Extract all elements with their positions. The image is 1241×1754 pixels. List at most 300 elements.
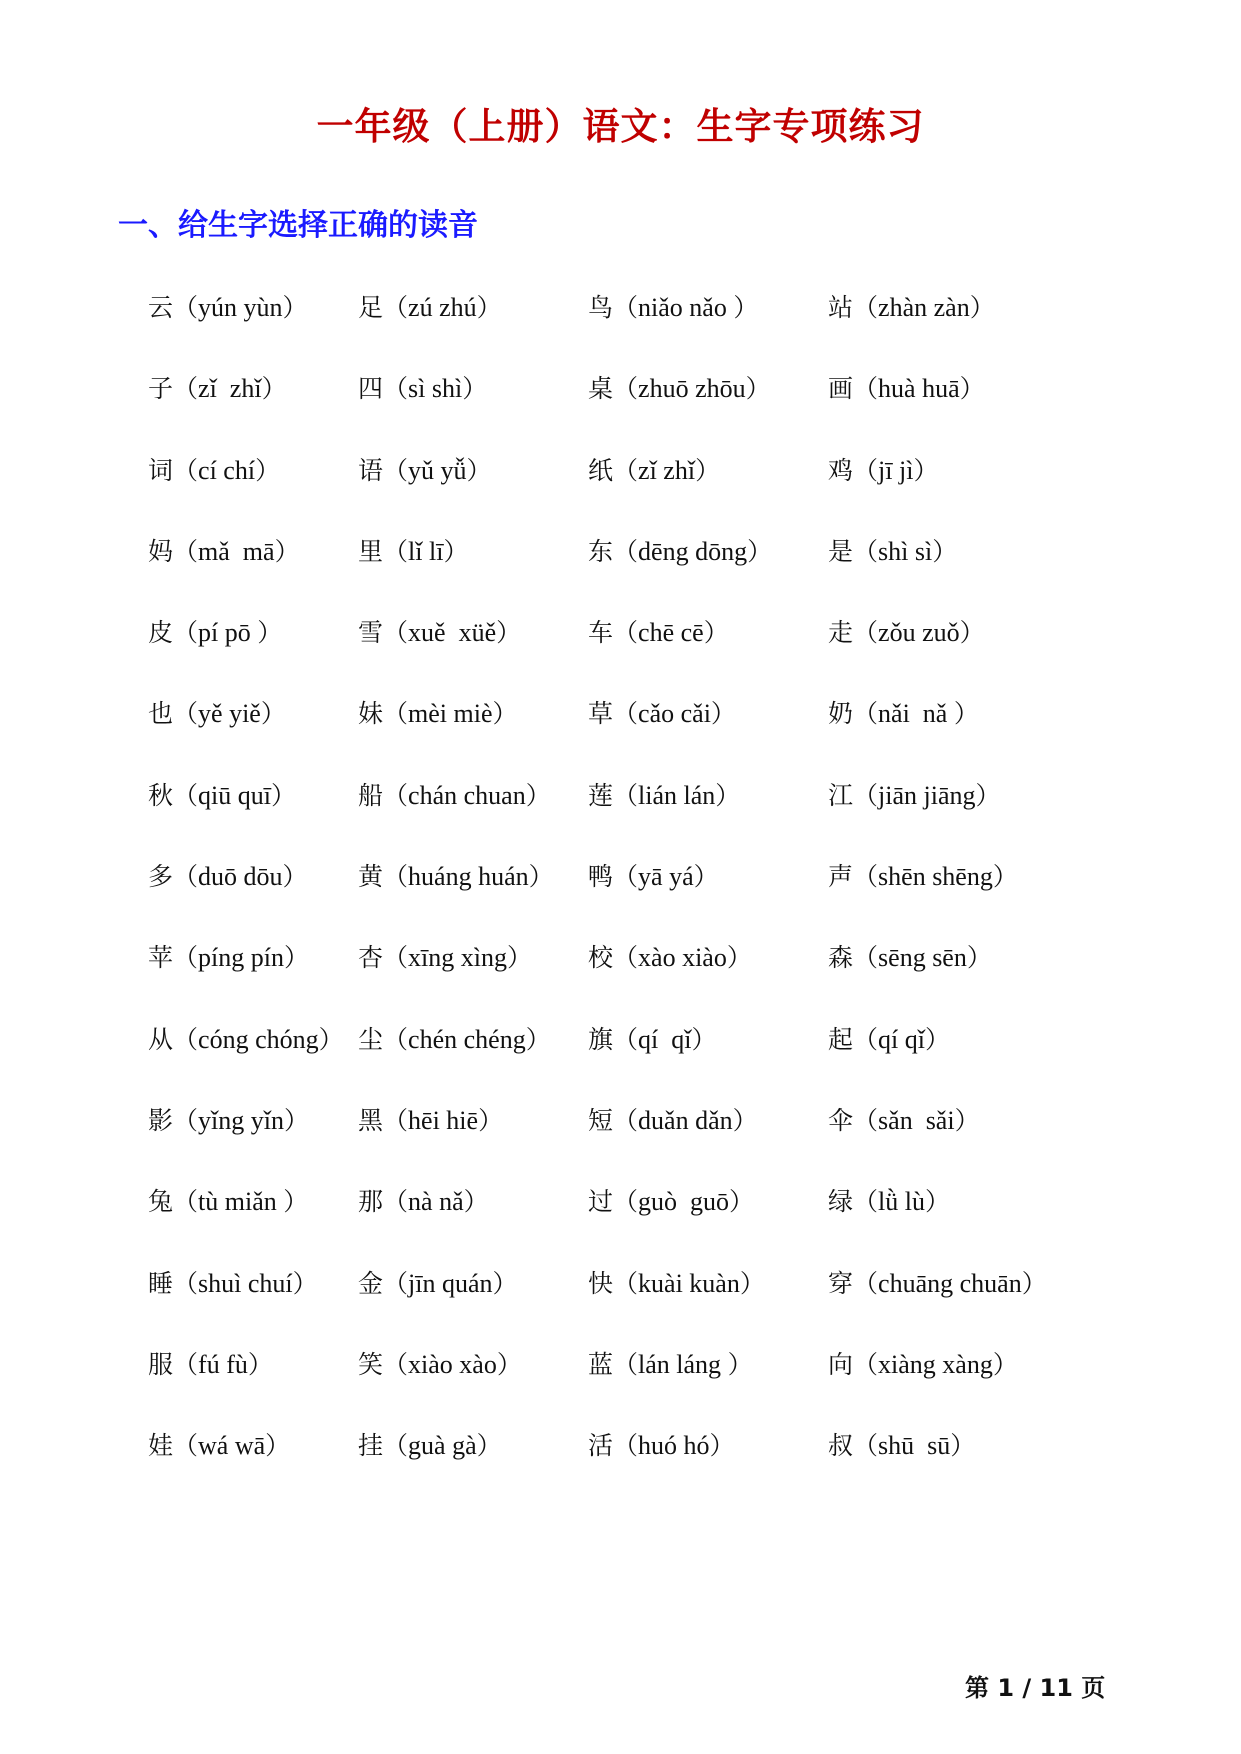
pinyin-options[interactable]: shēn shēng	[878, 862, 993, 892]
pinyin-options[interactable]: wá wā	[198, 1431, 266, 1461]
pinyin-options[interactable]: lǜ lù	[878, 1187, 925, 1217]
open-paren: （	[173, 455, 199, 485]
close-paren: ）	[462, 374, 488, 404]
hanzi-character: 妈	[148, 536, 174, 566]
open-paren: （	[613, 536, 639, 566]
hanzi-character: 多	[148, 862, 174, 892]
exercise-item	[148, 696, 286, 732]
hanzi-character: 森	[828, 943, 854, 973]
hanzi-character: 声	[828, 862, 854, 892]
hanzi-character: 雪	[358, 618, 384, 648]
pinyin-options[interactable]: huáng huán	[408, 862, 529, 892]
pinyin-options[interactable]: xiào xào	[408, 1349, 497, 1379]
pinyin-options[interactable]: mǎ mā	[198, 536, 275, 566]
pinyin-options[interactable]: mèi miè	[408, 699, 493, 729]
hanzi-character: 苹	[148, 943, 174, 973]
hanzi-character: 从	[148, 1024, 174, 1054]
close-paren: ）	[1021, 1268, 1047, 1298]
hanzi-character: 校	[588, 943, 614, 973]
open-paren: （	[383, 1105, 409, 1135]
exercise-row	[148, 1103, 1108, 1184]
close-paren: ）	[959, 618, 985, 648]
hanzi-character: 黄	[358, 862, 384, 892]
hanzi-character: 江	[828, 780, 854, 810]
close-paren: ）	[270, 780, 296, 810]
open-paren: （	[613, 943, 639, 973]
exercise-item	[148, 859, 308, 895]
open-paren: （	[853, 1268, 879, 1298]
exercise-item	[588, 534, 772, 570]
close-paren: ）	[966, 943, 992, 973]
open-paren: （	[383, 1024, 409, 1054]
pinyin-options[interactable]: duǎn dǎn	[638, 1105, 733, 1135]
exercise-item	[828, 1022, 950, 1058]
exercise-item	[828, 940, 992, 976]
close-paren: ）	[506, 943, 532, 973]
pinyin-options[interactable]: huà huā	[878, 374, 960, 404]
open-paren: （	[613, 1431, 639, 1461]
exercise-item	[358, 859, 554, 895]
hanzi-character: 黑	[358, 1105, 384, 1135]
close-paren: ）	[732, 1105, 758, 1135]
exercise-item	[588, 940, 752, 976]
hanzi-character: 里	[358, 536, 384, 566]
hanzi-character: 子	[148, 374, 174, 404]
close-paren: ）	[954, 1105, 980, 1135]
pinyin-options[interactable]: lǐ lī	[408, 536, 444, 566]
open-paren: （	[853, 1024, 879, 1054]
close-paren: ）	[260, 699, 286, 729]
close-paren: ）	[478, 1105, 504, 1135]
open-paren: （	[173, 943, 199, 973]
close-paren: ）	[257, 618, 283, 648]
exercise-item	[148, 1347, 273, 1383]
open-paren: （	[853, 1187, 879, 1217]
open-paren: （	[613, 1105, 639, 1135]
hanzi-character: 服	[148, 1349, 174, 1379]
close-paren: ）	[318, 1024, 344, 1054]
pinyin-options[interactable]: shū sū	[878, 1431, 951, 1461]
open-paren: （	[613, 1187, 639, 1217]
close-paren: ）	[283, 1187, 309, 1217]
hanzi-character: 鸟	[588, 293, 614, 322]
hanzi-character: 杏	[358, 943, 384, 973]
exercise-item	[358, 1103, 503, 1139]
open-paren: （	[613, 862, 639, 892]
close-paren: ）	[476, 1431, 502, 1461]
hanzi-character: 船	[358, 780, 384, 810]
open-paren: （	[383, 862, 409, 892]
open-paren: （	[173, 618, 199, 648]
exercise-item	[358, 1428, 502, 1464]
pinyin-options[interactable]: jī jì	[878, 455, 914, 485]
exercise-item	[358, 1266, 518, 1302]
hanzi-character: 是	[828, 536, 854, 566]
hanzi-character: 四	[358, 374, 384, 404]
exercise-item	[148, 1266, 318, 1302]
hanzi-character: 穿	[828, 1268, 854, 1298]
pinyin-options[interactable]: shuì chuí	[198, 1268, 293, 1298]
close-paren: ）	[255, 455, 281, 485]
exercise-row	[148, 1266, 1108, 1347]
hanzi-character: 绿	[828, 1187, 854, 1217]
pinyin-options[interactable]: shì sì	[878, 536, 933, 566]
exercise-item	[358, 290, 502, 326]
exercise-item	[588, 778, 740, 814]
hanzi-character: 草	[588, 699, 614, 729]
open-paren: （	[853, 536, 879, 566]
open-paren: （	[853, 1431, 879, 1461]
exercise-item	[588, 859, 719, 895]
pinyin-options[interactable]: cóng chóng	[198, 1024, 319, 1054]
pinyin-options[interactable]: chuāng chuān	[878, 1268, 1022, 1298]
pinyin-options[interactable]: yǔ yǚ	[408, 455, 467, 485]
open-paren: （	[853, 618, 879, 648]
close-paren: ）	[726, 943, 752, 973]
close-paren: ）	[715, 780, 741, 810]
close-paren: ）	[969, 293, 995, 322]
open-paren: （	[613, 780, 639, 810]
exercise-row	[148, 940, 1108, 1021]
hanzi-character: 秋	[148, 780, 174, 810]
hanzi-character: 旗	[588, 1024, 614, 1054]
exercise-item	[358, 453, 492, 489]
pinyin-options[interactable]: zǐ zhǐ	[198, 374, 262, 404]
pinyin-options[interactable]: chē cē	[638, 618, 704, 648]
exercise-item	[358, 1022, 551, 1058]
pinyin-options[interactable]: yǐng yǐn	[198, 1105, 284, 1135]
open-paren: （	[853, 1105, 879, 1135]
exercise-item	[828, 859, 1018, 895]
open-paren: （	[383, 1187, 409, 1217]
open-paren: （	[383, 943, 409, 973]
open-paren: （	[383, 618, 409, 648]
open-paren: （	[613, 455, 639, 485]
exercise-item	[358, 371, 487, 407]
open-paren: （	[613, 1024, 639, 1054]
close-paren: ）	[476, 293, 502, 322]
hanzi-character: 金	[358, 1268, 384, 1298]
close-paren: ）	[992, 862, 1018, 892]
close-paren: ）	[733, 293, 759, 322]
pinyin-options[interactable]: nǎi nǎ	[878, 699, 954, 729]
pinyin-options[interactable]: nà nǎ	[408, 1187, 464, 1217]
exercise-row	[148, 453, 1108, 534]
hanzi-character: 桌	[588, 374, 614, 404]
open-paren: （	[613, 1349, 639, 1379]
pinyin-exercise-grid	[148, 290, 1108, 1509]
open-paren: （	[173, 1268, 199, 1298]
pinyin-options[interactable]: duō dōu	[198, 862, 283, 892]
open-paren: （	[173, 1431, 199, 1461]
open-paren: （	[173, 699, 199, 729]
hanzi-character: 向	[828, 1349, 854, 1379]
exercise-item	[828, 534, 957, 570]
hanzi-character: 足	[358, 293, 384, 322]
hanzi-character: 奶	[828, 699, 854, 729]
hanzi-character: 尘	[358, 1024, 384, 1054]
exercise-item	[588, 1347, 753, 1383]
pinyin-options[interactable]: yā yá	[638, 862, 694, 892]
close-paren: ）	[727, 1349, 753, 1379]
open-paren: （	[383, 455, 409, 485]
close-paren: ）	[443, 536, 469, 566]
close-paren: ）	[274, 536, 300, 566]
pinyin-options[interactable]: qiū quī	[198, 780, 271, 810]
hanzi-character: 叔	[828, 1431, 854, 1461]
close-paren: ）	[739, 1268, 765, 1298]
pinyin-options[interactable]: kuài kuàn	[638, 1268, 740, 1298]
pinyin-options[interactable]: lián lán	[638, 780, 716, 810]
hanzi-character: 词	[148, 455, 174, 485]
pinyin-options[interactable]: sì shì	[408, 374, 463, 404]
close-paren: ）	[283, 1105, 309, 1135]
close-paren: ）	[924, 1187, 950, 1217]
hanzi-character: 莲	[588, 780, 614, 810]
exercise-item	[148, 1428, 290, 1464]
open-paren: （	[613, 699, 639, 729]
exercise-item	[358, 1184, 489, 1220]
close-paren: ）	[745, 374, 771, 404]
pinyin-options[interactable]: píng pín	[198, 943, 284, 973]
pinyin-options[interactable]: xīng xìng	[408, 943, 507, 973]
pinyin-options[interactable]: jīn quán	[408, 1268, 493, 1298]
hanzi-character: 皮	[148, 618, 174, 648]
page-number: 第 1 / 11 页	[965, 1674, 1106, 1702]
hanzi-character: 过	[588, 1187, 614, 1217]
close-paren: ）	[282, 293, 308, 322]
hanzi-character: 车	[588, 618, 614, 648]
close-paren: ）	[283, 943, 309, 973]
pinyin-options[interactable]: dēng dōng	[638, 536, 748, 566]
pinyin-options[interactable]: huó hó	[638, 1431, 710, 1461]
close-paren: ）	[703, 618, 729, 648]
exercise-item	[828, 453, 938, 489]
open-paren: （	[853, 862, 879, 892]
exercise-row	[148, 534, 1108, 615]
exercise-item	[588, 696, 736, 732]
exercise-item	[828, 1428, 975, 1464]
open-paren: （	[383, 1431, 409, 1461]
exercise-row	[148, 1184, 1108, 1265]
hanzi-character: 那	[358, 1187, 384, 1217]
exercise-item	[148, 778, 296, 814]
hanzi-character: 画	[828, 374, 854, 404]
pinyin-options[interactable]: qí qǐ	[878, 1024, 925, 1054]
open-paren: （	[613, 618, 639, 648]
hanzi-character: 站	[828, 293, 854, 322]
open-paren: （	[173, 293, 199, 322]
open-paren: （	[613, 293, 639, 322]
close-paren: ）	[691, 1024, 717, 1054]
close-paren: ）	[265, 1431, 291, 1461]
open-paren: （	[613, 374, 639, 404]
hanzi-character: 伞	[828, 1105, 854, 1135]
close-paren: ）	[747, 536, 773, 566]
close-paren: ）	[292, 1268, 318, 1298]
close-paren: ）	[953, 699, 979, 729]
open-paren: （	[853, 293, 879, 322]
exercise-item	[828, 1347, 1018, 1383]
exercise-row	[148, 1428, 1108, 1509]
open-paren: （	[173, 1187, 199, 1217]
pinyin-options[interactable]: zǒu zuǒ	[878, 618, 960, 648]
open-paren: （	[853, 943, 879, 973]
hanzi-character: 鸡	[828, 455, 854, 485]
close-paren: ）	[496, 1349, 522, 1379]
exercise-item	[358, 615, 521, 651]
open-paren: （	[173, 1024, 199, 1054]
hanzi-character: 挂	[358, 1431, 384, 1461]
hanzi-character: 走	[828, 618, 854, 648]
close-paren: ）	[710, 699, 736, 729]
exercise-item	[148, 453, 280, 489]
pinyin-options[interactable]: sǎn sǎi	[878, 1105, 955, 1135]
hanzi-character: 兔	[148, 1187, 174, 1217]
exercise-item	[358, 696, 518, 732]
open-paren: （	[383, 780, 409, 810]
close-paren: ）	[282, 862, 308, 892]
hanzi-character: 蓝	[588, 1349, 614, 1379]
pinyin-options[interactable]: tù miǎn	[198, 1187, 284, 1217]
page-title: 一年级（上册）语文：生字专项练习	[316, 105, 925, 148]
exercise-item	[148, 534, 300, 570]
open-paren: （	[173, 780, 199, 810]
hanzi-character: 也	[148, 699, 174, 729]
close-paren: ）	[492, 1268, 518, 1298]
close-paren: ）	[463, 1187, 489, 1217]
pinyin-options[interactable]: zú zhú	[408, 293, 477, 322]
close-paren: ）	[729, 1187, 755, 1217]
open-paren: （	[173, 1349, 199, 1379]
pinyin-options[interactable]: chén chéng	[408, 1024, 526, 1054]
close-paren: ）	[959, 374, 985, 404]
pinyin-options[interactable]: zǐ zhǐ	[638, 455, 696, 485]
hanzi-character: 快	[588, 1268, 614, 1298]
open-paren: （	[853, 455, 879, 485]
pinyin-options[interactable]: zhàn zàn	[878, 293, 970, 322]
close-paren: ）	[913, 455, 939, 485]
hanzi-character: 语	[358, 455, 384, 485]
hanzi-character: 影	[148, 1105, 174, 1135]
close-paren: ）	[992, 1349, 1018, 1379]
exercise-item	[358, 1347, 522, 1383]
pinyin-options[interactable]: chán chuan	[408, 780, 526, 810]
exercise-row	[148, 371, 1108, 452]
exercise-item	[588, 290, 758, 326]
open-paren: （	[853, 780, 879, 810]
close-paren: ）	[709, 1431, 735, 1461]
open-paren: （	[383, 1268, 409, 1298]
exercise-item	[148, 940, 309, 976]
exercise-item	[828, 1103, 980, 1139]
pinyin-options[interactable]: jiān jiāng	[878, 780, 976, 810]
exercise-item	[588, 453, 720, 489]
pinyin-options[interactable]: cǎo cǎi	[638, 699, 711, 729]
close-paren: ）	[525, 1024, 551, 1054]
exercise-row	[148, 1022, 1108, 1103]
close-paren: ）	[693, 862, 719, 892]
pinyin-options[interactable]: guò guō	[638, 1187, 730, 1217]
close-paren: ）	[695, 455, 721, 485]
hanzi-character: 东	[588, 536, 614, 566]
pinyin-options[interactable]: xiàng xàng	[878, 1349, 993, 1379]
exercise-item	[588, 371, 771, 407]
open-paren: （	[853, 699, 879, 729]
open-paren: （	[173, 374, 199, 404]
exercise-row	[148, 778, 1108, 859]
pinyin-options[interactable]: pí pō	[198, 618, 258, 648]
pinyin-options[interactable]: yún yùn	[198, 293, 283, 322]
pinyin-options[interactable]: guà gà	[408, 1431, 477, 1461]
pinyin-options[interactable]: hēi hiē	[408, 1105, 479, 1135]
exercise-item	[828, 290, 995, 326]
hanzi-character: 妹	[358, 699, 384, 729]
pinyin-options[interactable]: qí qǐ	[638, 1024, 692, 1054]
exercise-item	[358, 778, 551, 814]
pinyin-options[interactable]: yě yiě	[198, 699, 261, 729]
open-paren: （	[383, 374, 409, 404]
hanzi-character: 睡	[148, 1268, 174, 1298]
pinyin-options[interactable]: xuě xüě	[408, 618, 497, 648]
pinyin-options[interactable]: sēng sēn	[878, 943, 967, 973]
exercise-item	[148, 290, 308, 326]
exercise-item	[828, 371, 985, 407]
open-paren: （	[173, 536, 199, 566]
exercise-item	[828, 696, 979, 732]
exercise-item	[148, 1022, 344, 1058]
close-paren: ）	[466, 455, 492, 485]
hanzi-character: 云	[148, 293, 174, 322]
section-heading: 一、给生字选择正确的读音	[118, 208, 478, 243]
hanzi-character: 娃	[148, 1431, 174, 1461]
pinyin-options[interactable]: cí chí	[198, 455, 256, 485]
exercise-item	[588, 1103, 758, 1139]
exercise-row	[148, 615, 1108, 696]
close-paren: ）	[525, 780, 551, 810]
close-paren: ）	[528, 862, 554, 892]
pinyin-options[interactable]: niǎo nǎo	[638, 293, 734, 322]
exercise-item	[148, 371, 287, 407]
pinyin-options[interactable]: fú fù	[198, 1349, 248, 1379]
hanzi-character: 鸭	[588, 862, 614, 892]
close-paren: ）	[247, 1349, 273, 1379]
hanzi-character: 起	[828, 1024, 854, 1054]
exercise-row	[148, 1347, 1108, 1428]
exercise-item	[588, 1428, 735, 1464]
pinyin-options[interactable]: zhuō zhōu	[638, 374, 746, 404]
open-paren: （	[173, 1105, 199, 1135]
close-paren: ）	[924, 1024, 950, 1054]
close-paren: ）	[496, 618, 522, 648]
exercise-item	[588, 1184, 754, 1220]
open-paren: （	[383, 699, 409, 729]
close-paren: ）	[492, 699, 518, 729]
exercise-item	[828, 1266, 1047, 1302]
exercise-item	[148, 1184, 308, 1220]
exercise-row	[148, 290, 1108, 371]
exercise-item	[828, 778, 1001, 814]
open-paren: （	[383, 293, 409, 322]
pinyin-options[interactable]: lán láng	[638, 1349, 728, 1379]
hanzi-character: 纸	[588, 455, 614, 485]
pinyin-options[interactable]: xào xiào	[638, 943, 727, 973]
hanzi-character: 笑	[358, 1349, 384, 1379]
exercise-item	[828, 615, 985, 651]
open-paren: （	[173, 862, 199, 892]
exercise-item	[358, 534, 468, 570]
open-paren: （	[383, 536, 409, 566]
